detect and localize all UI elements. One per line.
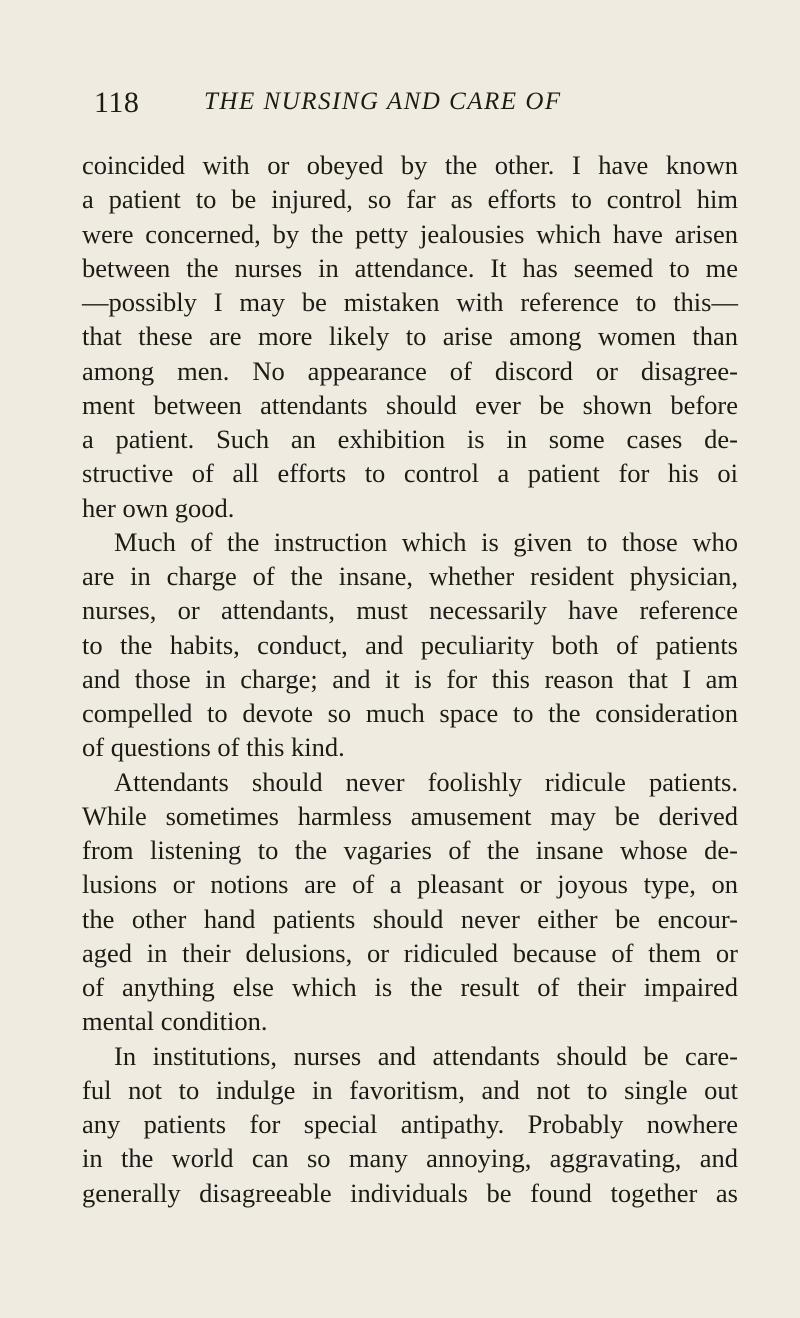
text-line: between the nurses in attendance. It has seemed to me <box>82 252 738 283</box>
text-line: from listening to the vagaries of the insane whose de- <box>82 835 738 865</box>
text-line: structive of all efforts to control a patient for his oi <box>82 458 738 489</box>
running-head <box>94 86 734 126</box>
text-line: ment between attendants should ever be shown before <box>82 389 738 420</box>
text-line: —possibly I may be mistaken with reference to this— <box>82 287 738 317</box>
text-line: a patient to be injured, so far as efforts to control him <box>82 184 738 215</box>
text-line: to the habits, conduct, and peculiarity both of patients <box>82 629 738 660</box>
text-line: in the world can so many annoying, aggravating, and <box>82 1143 738 1174</box>
text-line: mental condition. <box>82 1006 268 1037</box>
text-line: the other hand patients should never either be encour- <box>82 903 738 934</box>
text-line: generally disagreeable individuals be found together as <box>82 1177 738 1208</box>
text-line: ful not to indulge in favoritism, and not to single out <box>82 1074 738 1105</box>
text-line: While sometimes harmless amusement may be derived <box>82 800 738 831</box>
text-line: a patient. Such an exhibition is in some cases de- <box>82 424 738 454</box>
page-number: 118 <box>94 86 140 119</box>
text-line: coincided with or obeyed by the other. I have known <box>82 150 738 180</box>
text-line: aged in their delusions, or ridiculed because of them or <box>82 937 738 968</box>
text-line: that these are more likely to arise among women than <box>82 321 738 352</box>
text-line: of questions of this kind. <box>82 732 345 763</box>
text-line: and those in charge; and it is for this reason that I am <box>82 663 738 694</box>
body-text <box>82 148 738 1210</box>
text-line: In institutions, nurses and attendants should be care- <box>114 1040 738 1071</box>
text-line: nurses, or attendants, must necessarily have reference <box>82 595 738 626</box>
text-line: any patients for special antipathy. Probably nowhere <box>82 1109 738 1139</box>
text-line: among men. No appearance of discord or disagree- <box>82 355 738 386</box>
text-line: lusions or notions are of a pleasant or joyous type, on <box>82 869 738 900</box>
running-title: THE NURSING AND CARE OF <box>204 88 562 115</box>
text-line: of anything else which is the result of their impaired <box>82 972 738 1002</box>
text-line: Attendants should never foolishly ridicule patients. <box>114 766 738 797</box>
text-line: compelled to devote so much space to the consideration <box>82 698 738 728</box>
text-line: are in charge of the insane, whether resident physician, <box>82 561 738 591</box>
text-line: were concerned, by the petty jealousies which have arisen <box>82 218 738 249</box>
text-line: Much of the instruction which is given to those who <box>114 526 738 557</box>
text-line: her own good. <box>82 492 235 523</box>
